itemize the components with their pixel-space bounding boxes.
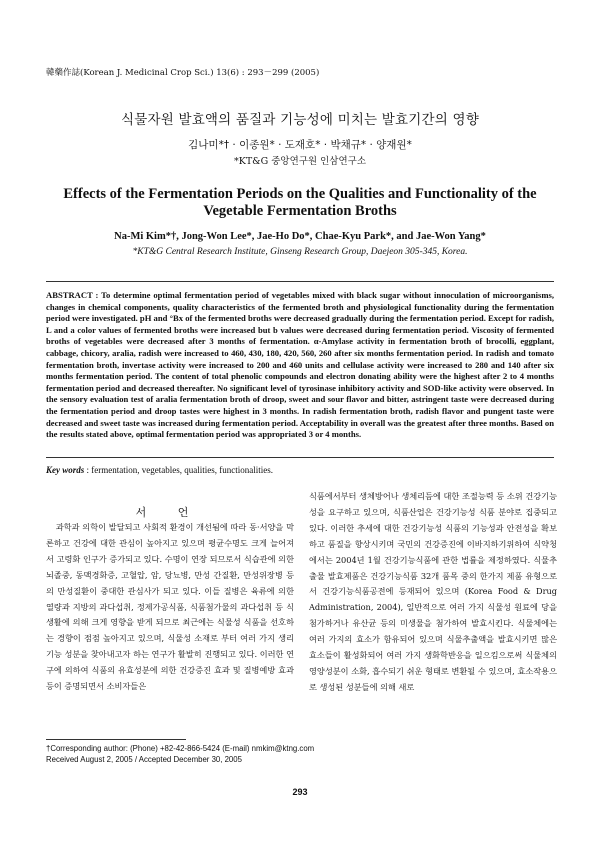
english-title bbox=[40, 186, 560, 220]
body-right-column: 식품에서부터 생체방어나 생체리듬에 대한 조절능력 등 소위 건강기능성을 요구하고 있으며, 식품산업은 건강기능성 식품 분야로 집중되고 있다. 이러한 추세에 대한 건강기능성 식품의 기능성과 안전성을 확보하고 품질을 향상시키며 국민의 건강증진에 이바지하기위하여 식약청에서는 2004년 1월 건강기능식품에 관한 법률을 제정하였다. 식물추출물 발효제품은 건강기능식품 32개 품목 중의 한가지 제품 유형으로서 건강기능식품공전에 등재되어 있으며 (Korea Food & Drug Administration, 2004), 일반적으로 여러 가지 식물성 원료에 당을 첨가하거나 유산균 등의 미생물을 첨가하여 발효시킨다. 식물체에는 여러 가지의 효소가 함유되어 있으며 식물추출액을 발효시키면 많은 효소들이 활성화되어 여러 가지 생화학반응을 일으킴으로써 식물체의 영양성분이 소화, 흡수되기 쉬운 형태로 변환될 수 있으며, 효소작용으로 생성된 성분들에 의해 새로 bbox=[309, 491, 557, 692]
received-accepted-note: Received August 2, 2005 / Accepted December 30, 2005 bbox=[46, 755, 242, 764]
footnote bbox=[46, 743, 314, 765]
english-authors: Na-Mi Kim*†, Jong-Won Lee*, Jae-Ho Do*, Chae-Kyu Park*, and Jae-Won Yang* bbox=[114, 231, 486, 242]
english-affiliation: *KT&G Central Research Institute, Ginseng Research Group, Daejeon 305-345, Korea. bbox=[132, 247, 468, 257]
abstract-bottom-rule bbox=[46, 457, 554, 458]
korean-affiliation: *KT&G 중앙연구원 인삼연구소 bbox=[233, 156, 367, 167]
keywords-text: : fermentation, vegetables, qualities, functionalities. bbox=[86, 465, 273, 475]
journal-header: 韓藥作誌(Korean J. Medicinal Crop Sci.) 13(6) : 293－299 (2005) bbox=[46, 68, 320, 78]
english-title-line-2: Vegetable Fermentation Broths bbox=[203, 203, 397, 219]
corresponding-author-note: †Corresponding author: (Phone) +82-42-866-5424 (E-mail) nmkim@ktng.com bbox=[46, 744, 315, 753]
keywords-line bbox=[46, 465, 273, 475]
footnote-rule bbox=[46, 739, 186, 740]
korean-authors: 김나미*† · 이종원* · 도재호* · 박채규* · 양재원* bbox=[188, 139, 412, 151]
page-number: 293 bbox=[292, 787, 308, 797]
english-title-line-1: Effects of the Fermentation Periods on the Qualities and Functionality of the bbox=[63, 186, 537, 202]
keywords-label: Key words bbox=[46, 465, 85, 475]
abstract-text: ABSTRACT : To determine optimal fermentation period of vegetables mixed with black sugar without innoculation of microorganisms, changes in chemical components, quality characteristics of the fermented broth and physiological functionality during the fermentation period were investigated. pH and °Bx of the fermented broths were decreased gradually during the fermentation period. Except for radish, L and a color values of fermented broths were increased but b values were decreased during fermentation period. Viscosity of fermented broths of vegetables were decreased after 3 months of fermentation. α-Amylase activity in fermentation broth of brocolli, eggplant, cabbage, chicory, aralia, radish were increased to 460, 430, 180, 420, 560, 260 after six months fermentation period. In radish and tomato fermentation broth, invertase activity were increased to 200 and 460 units and cellulase activity were increased to 280 and 140 after six months fermentation period. The content of total phenolic compounds and electron donating ability were the highest after 2 to 4 months fermentation period and decreased thereafter. No significant level of tyrosinase inhibitory activity and SOD-like activity were observed. In the sensory evaluation test of aralia fermentation broth of droop, sweet and sour flavor and bitter, astringent taste were decreased during the fermentation period and droop tastes were highest in 3 months. In radish fermentation broth, radish flavor and pungent taste were decreased and sweet taste was increased during fermentation period. Acceptability in overall was the greatest after three months. Based on the results stated above, optimal fermentation period was appropriated 3 or 4 months. bbox=[46, 290, 554, 440]
section-heading-introduction: 서 언 bbox=[135, 506, 203, 519]
body-left-column: 과학과 의학이 발달되고 사회적 환경이 개선됨에 따라 동·서양을 막론하고 건강에 대한 관심이 높아지고 있으며 평균수명도 크게 늘어져서 고령화 인구가 증가되고 있다. 수명이 연장 되므로서 식습관에 의한 뇌졸중, 동맥경화증, 고혈압, 암, 당뇨병, 만성 간질환, 만성위장병 등의 만성질환이 중대한 관심사가 되고 있다. 이들 질병은 육류에 의한 열량과 지방의 과다섭취, 정제가공식품, 식품첨가물의 과다섭취 등 식생활에 의해 크게 영향을 받게 되므로 최근에는 식물성 식품을 선호하는 경향이 점점 높아지고 있으며, 식물성 소재로 부터 여러 가지 생리기능 성분을 찾아내고자 하는 연구가 활발히 진행되고 있다. 이러한 연구에 의하여 식품의 유효성분에 의한 건강증진 효과 및 질병예방 효과 등이 증명되면서 소비자들은 bbox=[46, 522, 294, 692]
korean-title: 식물자원 발효액의 품질과 기능성에 미치는 발효기간의 영향 bbox=[121, 112, 479, 128]
abstract-top-rule bbox=[46, 281, 554, 282]
